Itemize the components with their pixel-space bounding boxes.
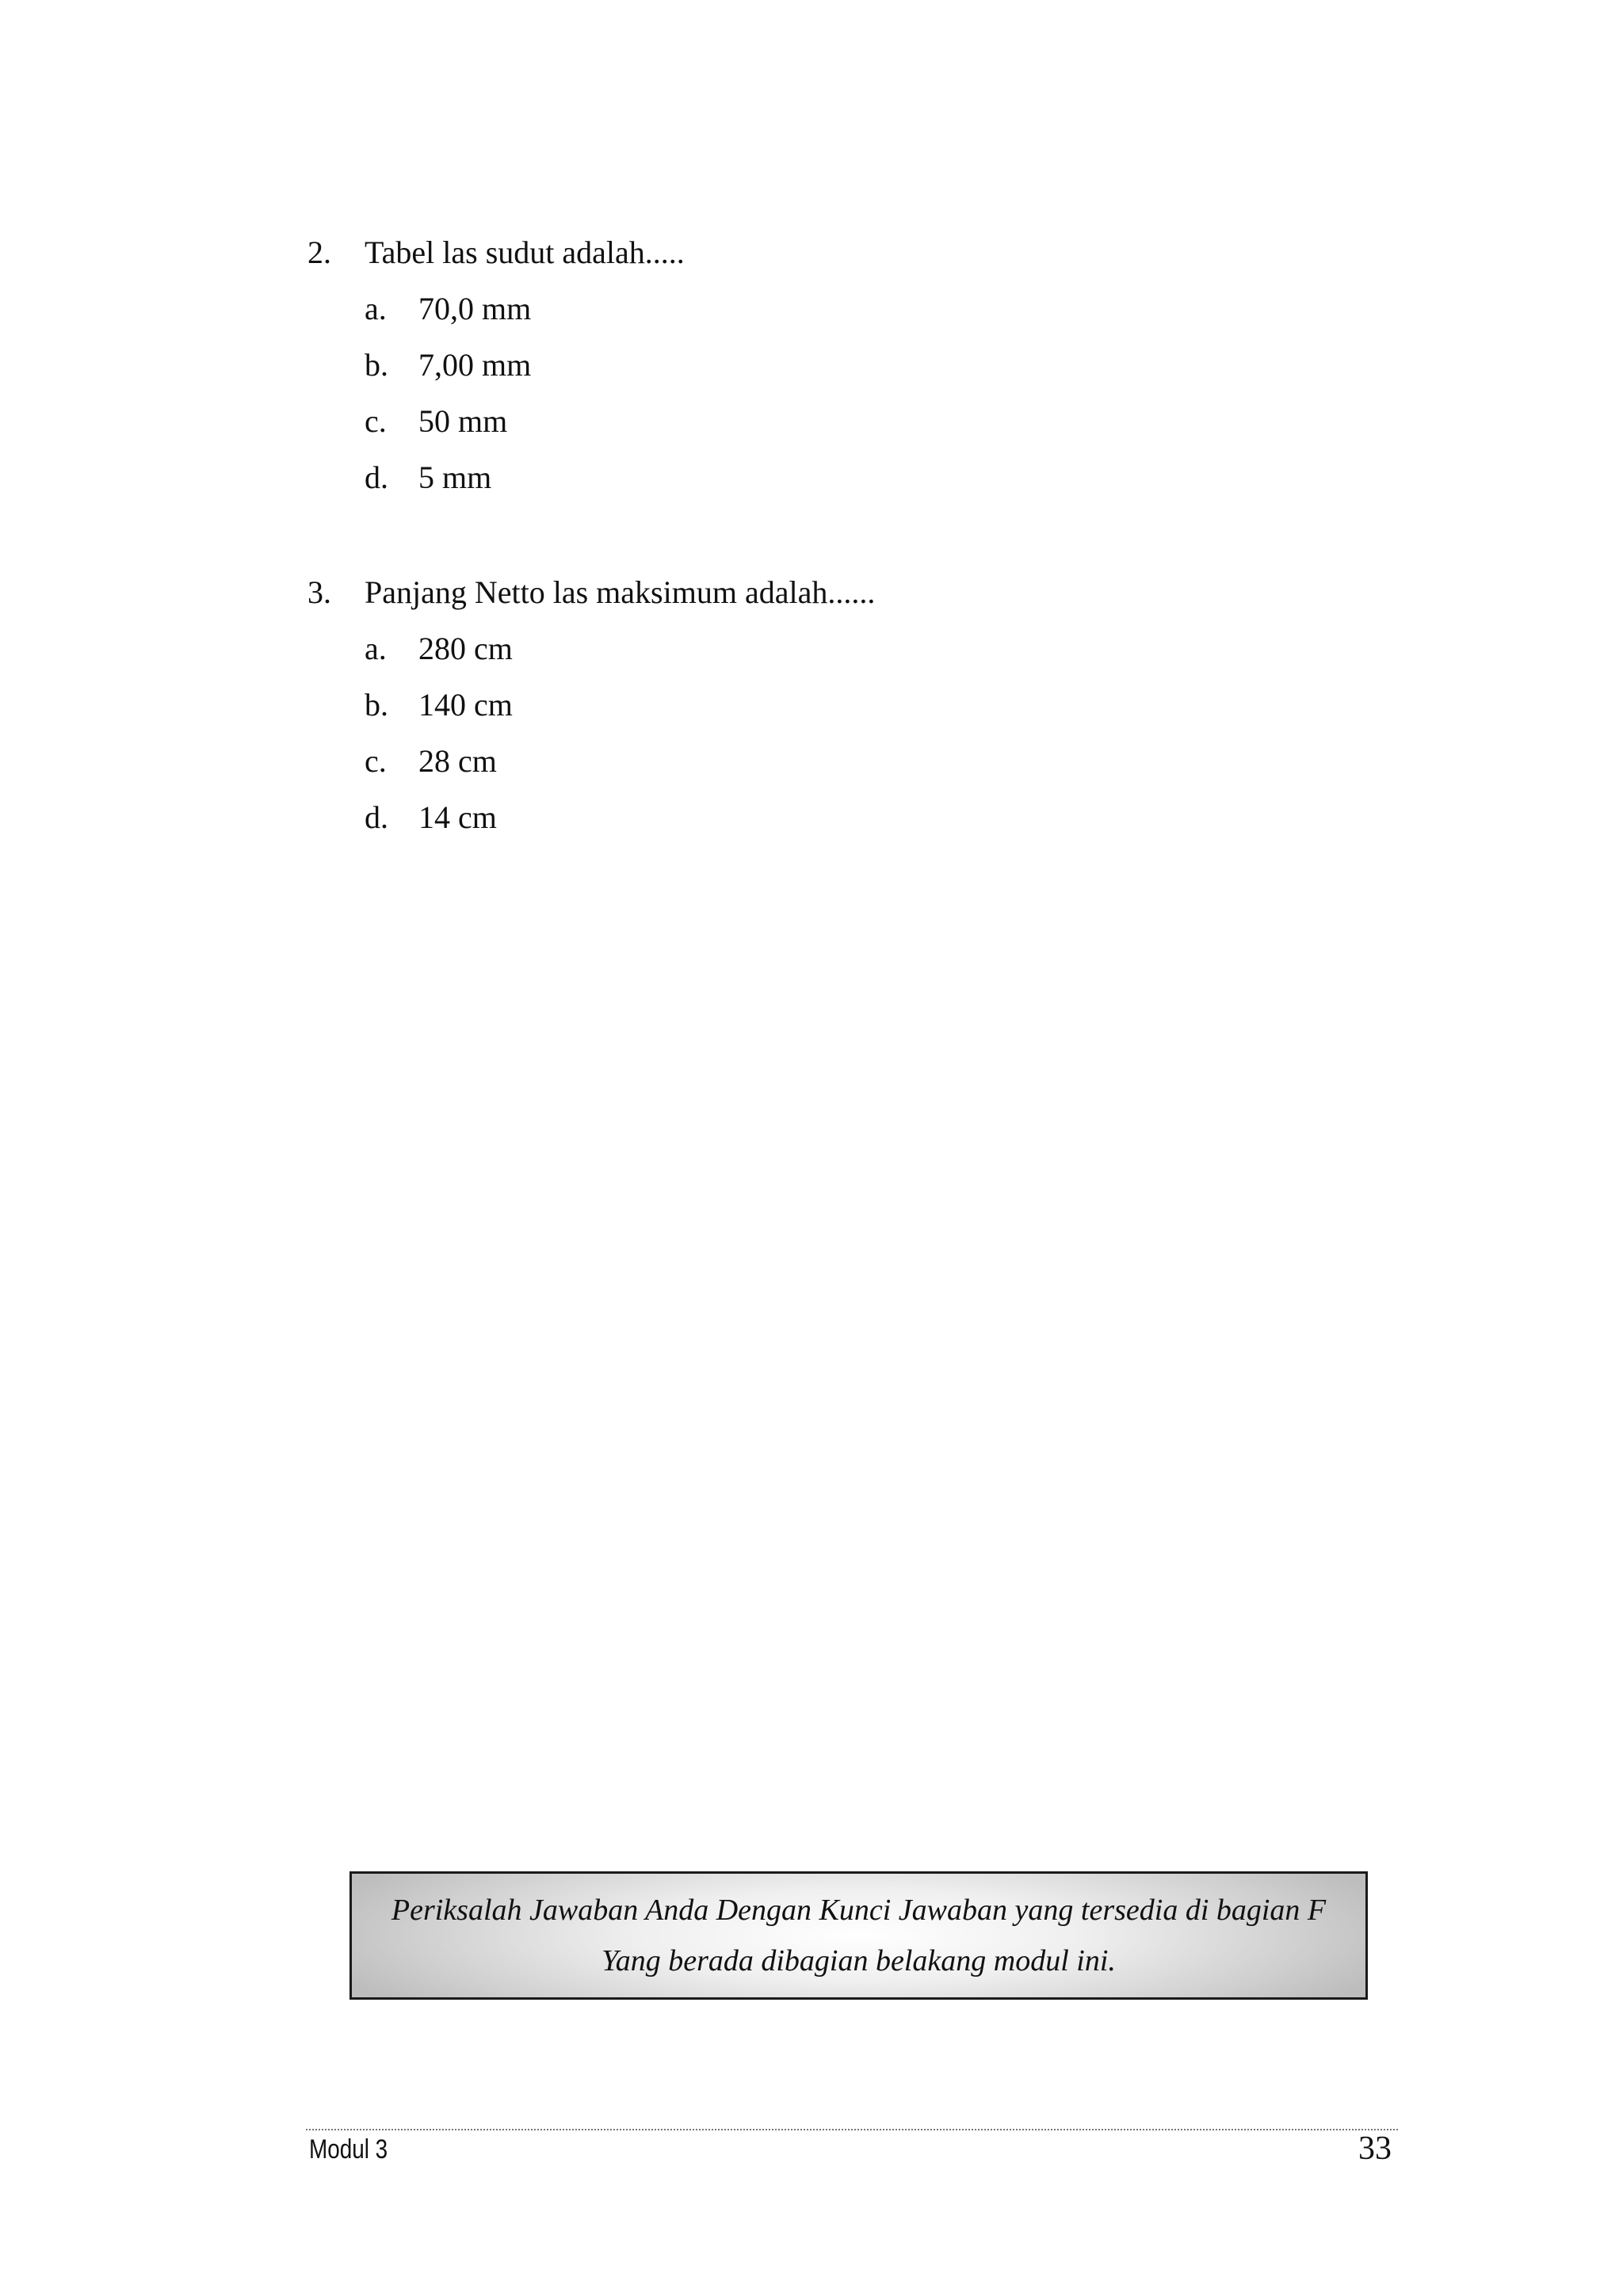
answer-option-b bbox=[307, 677, 875, 733]
answer-option-a bbox=[307, 620, 875, 677]
question-text: Panjang Netto las maksimum adalah...... bbox=[365, 574, 876, 610]
option-text: 7,00 mm bbox=[418, 347, 532, 383]
question-number: 2. bbox=[307, 235, 331, 270]
question-stem bbox=[307, 224, 685, 280]
option-text: 5 mm bbox=[418, 460, 492, 495]
question-text: Tabel las sudut adalah..... bbox=[365, 235, 685, 270]
option-text: 14 cm bbox=[418, 799, 497, 835]
option-letter: c. bbox=[365, 403, 387, 439]
answer-option-b bbox=[307, 337, 685, 393]
option-letter: d. bbox=[365, 799, 388, 835]
option-letter: c. bbox=[365, 743, 387, 779]
answer-option-c bbox=[307, 393, 685, 449]
option-text: 50 mm bbox=[418, 403, 508, 439]
question-3 bbox=[307, 564, 875, 845]
footer-divider bbox=[306, 2129, 1398, 2130]
option-text: 28 cm bbox=[418, 743, 497, 779]
question-stem bbox=[307, 564, 875, 620]
question-number: 3. bbox=[307, 574, 331, 610]
option-text: 140 cm bbox=[418, 687, 513, 723]
answer-option-c bbox=[307, 733, 875, 789]
option-letter: d. bbox=[365, 460, 388, 495]
option-letter: a. bbox=[365, 631, 387, 666]
answer-option-a bbox=[307, 280, 685, 337]
option-letter: b. bbox=[365, 687, 388, 723]
option-letter: a. bbox=[365, 291, 387, 326]
answer-option-d bbox=[307, 789, 875, 845]
answer-option-d bbox=[307, 449, 685, 505]
question-2 bbox=[307, 224, 685, 505]
option-text: 280 cm bbox=[418, 631, 513, 666]
answer-key-note-box bbox=[349, 1871, 1368, 2000]
footer-module-label: Modul 3 bbox=[309, 2134, 388, 2164]
option-letter: b. bbox=[365, 347, 388, 383]
page-number: 33 bbox=[1358, 2130, 1392, 2167]
note-line-1: Periksalah Jawaban Anda Dengan Kunci Jawaban yang tersedia di bagian F bbox=[391, 1894, 1327, 1927]
option-text: 70,0 mm bbox=[418, 291, 532, 326]
note-line-2: Yang berada dibagian belakang modul ini. bbox=[601, 1944, 1116, 1978]
